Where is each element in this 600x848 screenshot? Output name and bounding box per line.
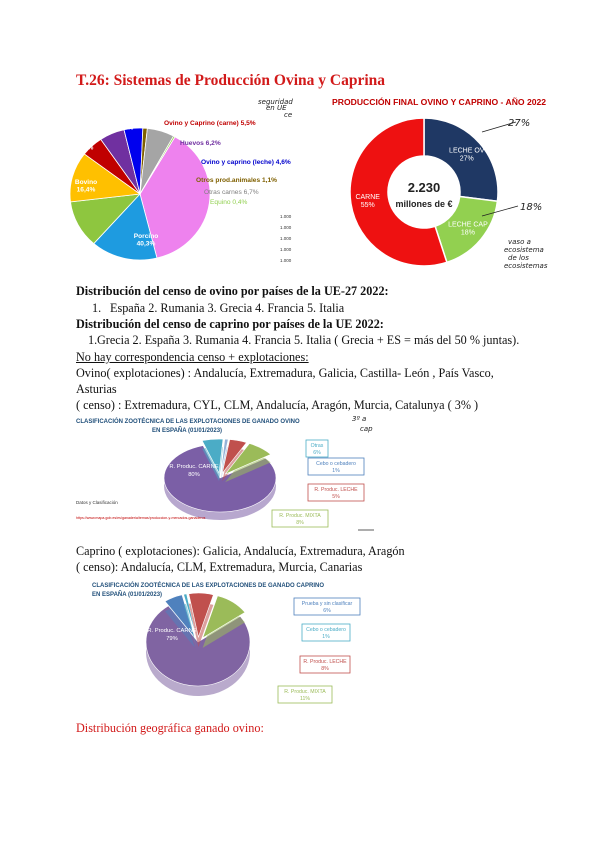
ovine-caprine-donut-chart [330, 92, 580, 274]
list-2-number: 1. [88, 333, 98, 347]
donut-hand-1: vaso a [508, 238, 531, 246]
list-1-number: 1. [92, 301, 102, 315]
handwritten-note-1: seguridad [258, 98, 293, 106]
hand-note-b: cap [360, 425, 373, 433]
donut-label-leche-cap: LECHE CAP 18% [448, 221, 488, 237]
pie-label-otros-prod-animales: Otros prod.animales 1,1% [196, 177, 277, 184]
census-note: No hay correspondencia censo + explotaciones: [76, 350, 309, 364]
donut-hand-3: de los [508, 254, 529, 262]
axis-number: 1.000 [280, 258, 292, 262]
chart4-title-2: EN ESPAÑA (01/01/2023) [92, 592, 163, 598]
handwritten-note-3: ce [284, 111, 293, 119]
callout-text: 1% [322, 634, 330, 640]
callout-text: Otras [310, 443, 324, 449]
callout-text: 8% [321, 666, 329, 672]
heading-caprine-census: Distribución del censo de caprino por países de la UE 2022: [76, 317, 384, 331]
donut-title: PRODUCCIÓN FINAL OVINO Y CAPRINO - AÑO 2022 [332, 97, 547, 107]
callout-text: R. Produc. MIXTA [279, 513, 321, 519]
donut-center-unit: millones de € [395, 199, 453, 209]
caprine-farms-pie-chart [88, 578, 378, 710]
donut-label-leche-ov: LECHE OV 27% [449, 147, 485, 163]
ovine-farms-1: Ovino( explotaciones) : Andalucía, Extremadura, Galicia, Castilla- León , País Vasco, [76, 366, 494, 380]
callout-text: 8% [296, 520, 304, 526]
callout-text: 5% [332, 494, 340, 500]
callout-text: Cebo o cebadero [316, 461, 356, 467]
geo-distribution-heading: Distribución geográfica ganado ovino: [76, 721, 264, 735]
ovine-census: ( censo) : Extremadura, CYL, CLM, Andalucía, Aragón, Murcia, Catalunya ( 3% ) [76, 398, 479, 412]
list-ovine-countries: España 2. Rumania 3. Grecia 4. Francia 5. Italia [110, 301, 345, 315]
handwritten-27: 27% [508, 118, 531, 129]
handwritten-18: 18% [520, 202, 543, 213]
page-title: T.26: Sistemas de Producción Ovina y Caprina [76, 72, 386, 89]
axis-number: 1.000 [280, 236, 292, 241]
callout-text: 6% [313, 450, 321, 456]
pie-label-huevos: Huevos 6,2% [180, 140, 221, 147]
donut-hand-2: ecosistema [504, 246, 544, 254]
pie-label-porcino: Porcino 40,3% [133, 233, 159, 248]
pie-center-label: 79% [166, 636, 178, 642]
pie-label-equino: Equino 0,4% [210, 199, 248, 206]
pie-center-label: 80% [188, 472, 200, 478]
pie-center-label: R. Produc. CARNE [147, 628, 197, 634]
pie-label-leche-vaca: Leche vaca 13,1% [106, 117, 142, 132]
heading-ovine-census: Distribución del censo de ovino por países de la UE-27 2022: [76, 284, 389, 298]
callout-text: R. Produc. LECHE [303, 659, 347, 665]
axis-number: 1.000 [280, 225, 292, 230]
caprine-farms: Caprino ( explotaciones): Galicia, Andalucía, Extremadura, Aragón [76, 544, 405, 558]
chart4-title-1: CLASIFICACIÓN ZOOTÉCNICA DE LAS EXPLOTACIONES DE GANADO CAPRINO [92, 583, 325, 589]
callout-text: Prueba y sin clasificar [301, 601, 353, 607]
ovine-farms-2: Asturias [76, 382, 117, 396]
axis-number: 1.000 [280, 247, 292, 252]
callout-text: R. Produc. MIXTA [284, 689, 326, 695]
chart3-title-2: EN ESPAÑA (01/01/2023) [152, 428, 223, 434]
callout-text: R. Produc. LECHE [314, 487, 358, 493]
donut-label-carne: CARNE 55% [355, 193, 380, 209]
pie-label-ovino-y-caprino-leche: Ovino y caprino (leche) 4,6% [201, 159, 291, 166]
chart3-link: https://www.mapa.gob.es/es/ganaderia/temas/produccion-y-mercados-ganaderos [76, 516, 206, 520]
pie-label-otras-carnes: Otras carnes 6,7% [204, 189, 259, 196]
axis-number: 1.000 [280, 214, 292, 219]
pie-label-ovino-y-caprino-carne: Ovino y Caprino (carne) 5,5% [164, 120, 256, 127]
ovine-farms-pie-chart [76, 414, 376, 534]
pie-label-aves: Aves 12,4% [74, 137, 94, 152]
handwritten-note-2: en UE [266, 104, 287, 112]
pie-center-label: R. Produc. CARNE [169, 464, 219, 470]
chart3-title-1: CLASIFICACIÓN ZOOTÉCNICA DE LAS EXPLOTACIONES DE GANADO OVINO [76, 419, 300, 425]
pie-label-bovino: Bovino 16,4% [74, 179, 98, 194]
callout-text: 11% [300, 696, 310, 702]
chart3-source: Datos y Clasificación [76, 500, 118, 505]
caprine-census: ( censo): Andalucía, CLM, Extremadura, Murcia, Canarias [76, 560, 363, 574]
callout-text: 6% [323, 608, 331, 614]
donut-center-value: 2.230 [407, 180, 441, 195]
hand-note-a: 3º a [352, 415, 367, 423]
callout-text: Cebo o cebadero [306, 627, 346, 633]
donut-hand-4: ecosistemas [504, 262, 548, 270]
list-caprine-countries: Grecia 2. España 3. Rumania 4. Francia 5. Italia ( Grecia + ES = más del 50 % juntas). [97, 333, 520, 347]
callout-text: 1% [332, 468, 340, 474]
animal-production-pie-chart [58, 98, 330, 262]
